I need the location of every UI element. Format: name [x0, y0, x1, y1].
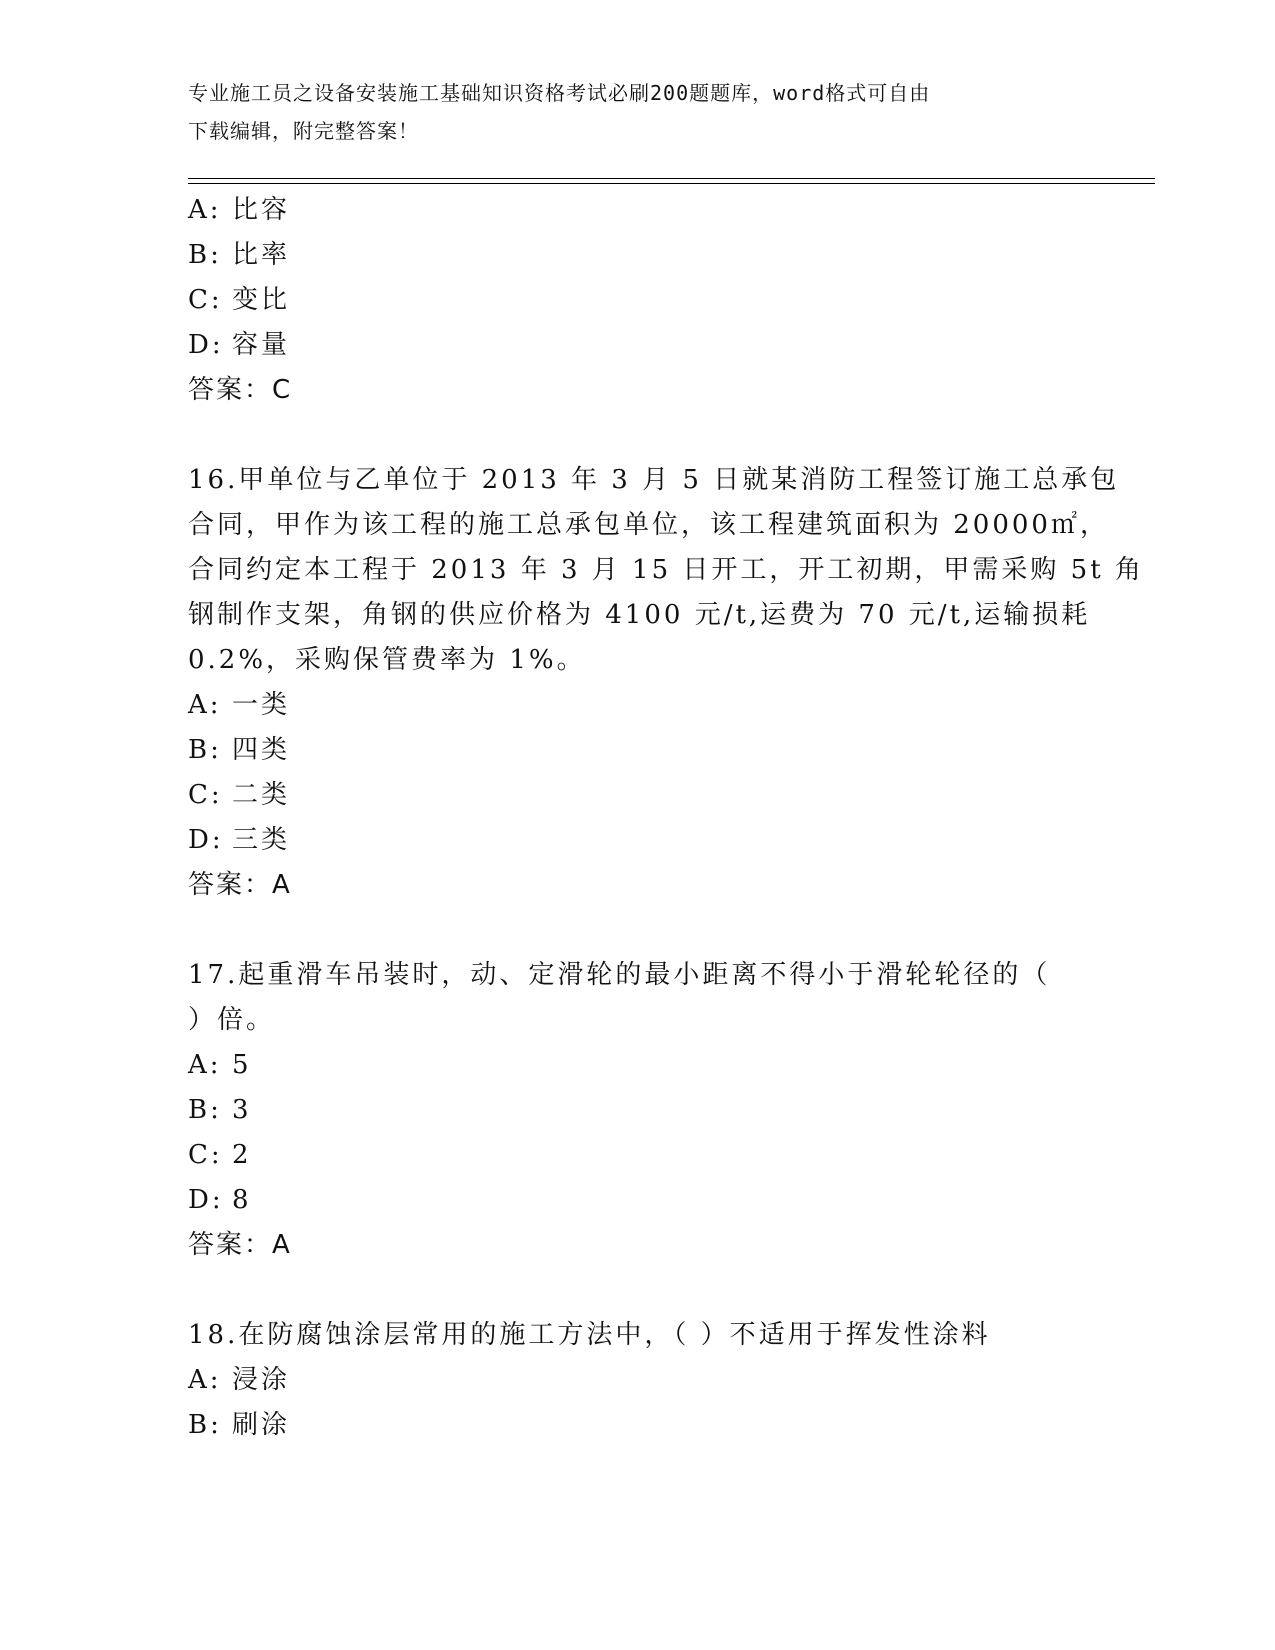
q15-answer: 答案：C: [188, 375, 293, 405]
q17-stem-line-2: ）倍。: [188, 1005, 276, 1035]
header-rule-bottom: [188, 183, 1155, 184]
q15-option-c: [188, 285, 290, 315]
option-letter: B:: [188, 735, 222, 765]
option-letter: B:: [188, 1410, 222, 1440]
q16-answer: 答案：A: [188, 870, 292, 900]
q17-stem-line-1: 17.起重滑车吊装时，动、定滑轮的最小距离不得小于滑轮轮径的（: [188, 960, 1051, 990]
header-line-1: 专业施工员之设备安装施工基础知识资格考试必刷200题题库，word格式可自由: [188, 81, 931, 105]
option-letter: D:: [188, 825, 224, 855]
option-text: 三类: [232, 825, 291, 855]
option-text: 变比: [232, 285, 291, 315]
q15-option-d: [188, 330, 290, 360]
option-letter: C:: [188, 780, 223, 810]
option-letter: C:: [188, 1140, 223, 1170]
option-letter: A:: [188, 1365, 222, 1395]
option-text: 一类: [232, 690, 291, 720]
option-text: 刷涂: [232, 1410, 291, 1440]
q16-stem-line-5: 0.2%，采购保管费率为 1%。: [188, 645, 586, 675]
option-text: 5: [232, 1050, 252, 1080]
option-letter: B:: [188, 1095, 222, 1125]
q17-answer: 答案：A: [188, 1230, 292, 1260]
option-letter: A:: [188, 690, 222, 720]
q16-stem-line-3: 合同约定本工程于 2013 年 3 月 15 日开工，开工初期，甲需采购 5t 角: [188, 555, 1144, 585]
option-letter: A:: [188, 195, 222, 225]
q17-option-d: [188, 1185, 252, 1215]
option-letter: A:: [188, 1050, 222, 1080]
q16-stem-line-1: 16.甲单位与乙单位于 2013 年 3 月 5 日就某消防工程签订施工总承包: [188, 465, 1120, 495]
q18-stem-line-1: 18.在防腐蚀涂层常用的施工方法中，（ ）不适用于挥发性涂料: [188, 1320, 991, 1350]
q17-option-b: [188, 1095, 252, 1125]
option-text: 四类: [232, 735, 291, 765]
q16-option-a: [188, 690, 290, 720]
q16-stem-line-4: 钢制作支架，角钢的供应价格为 4100 元/t,运费为 70 元/t,运输损耗: [188, 600, 1091, 630]
option-letter: D:: [188, 330, 224, 360]
option-text: 浸涂: [232, 1365, 291, 1395]
q17-option-a: [188, 1050, 252, 1080]
option-letter: B:: [188, 240, 222, 270]
q17-option-c: [188, 1140, 252, 1170]
q18-option-a: [188, 1365, 290, 1395]
option-text: 3: [232, 1095, 252, 1125]
option-text: 比容: [232, 195, 291, 225]
header-rule-top: [188, 178, 1155, 179]
option-letter: C:: [188, 285, 223, 315]
header-line-2: 下载编辑，附完整答案！: [188, 119, 419, 143]
q18-option-b: [188, 1410, 290, 1440]
q16-stem-line-2: 合同，甲作为该工程的施工总承包单位，该工程建筑面积为 20000㎡，: [188, 510, 1109, 540]
option-text: 二类: [232, 780, 291, 810]
option-letter: D:: [188, 1185, 224, 1215]
q16-option-d: [188, 825, 290, 855]
q15-option-a: [188, 195, 290, 225]
option-text: 2: [232, 1140, 252, 1170]
option-text: 容量: [232, 330, 291, 360]
option-text: 8: [232, 1185, 252, 1215]
option-text: 比率: [232, 240, 291, 270]
q15-option-b: [188, 240, 290, 270]
document-header: [188, 74, 1088, 150]
q16-option-c: [188, 780, 290, 810]
q16-option-b: [188, 735, 290, 765]
